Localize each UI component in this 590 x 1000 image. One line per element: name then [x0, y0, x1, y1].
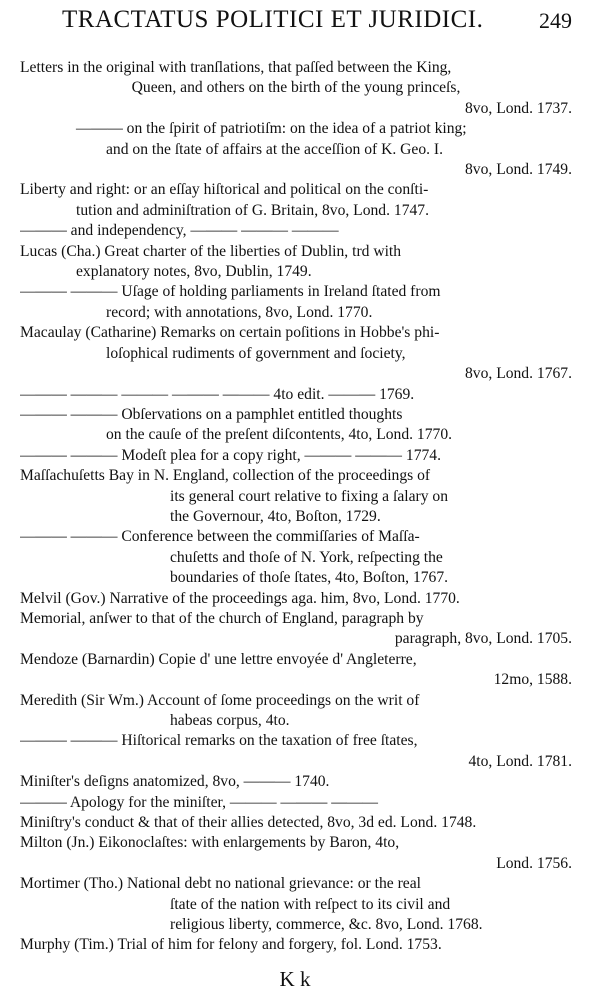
catalogue-line: Maſſachuſetts Bay in N. England, collection of the proceedings of: [20, 467, 431, 485]
catalogue-line: record; with annotations, 8vo, Lond. 1770.: [106, 303, 373, 321]
catalogue-line: Mortimer (Tho.) National debt no national grievance: or the real: [20, 875, 421, 893]
catalogue-line: chuſetts and thoſe of N. York, reſpecting the: [170, 548, 443, 566]
catalogue-line: Letters in the original with tranſlations, that paſſed between the King,: [20, 59, 452, 76]
catalogue-line: Miniſter's deſigns anatomized, 8vo, ——— 1740.: [20, 773, 330, 791]
catalogue-line: 12mo, 1588.: [493, 671, 572, 689]
catalogue-line: Macaulay (Catharine) Remarks on certain poſitions in Hobbe's phi-: [20, 324, 440, 342]
catalogue-line: 8vo, Lond. 1749.: [465, 161, 572, 179]
catalogue-line: tution and adminiſtration of G. Britain, 8vo, Lond. 1747.: [76, 201, 429, 219]
catalogue-line: habeas corpus, 4to.: [170, 712, 290, 729]
catalogue-line: explanatory notes, 8vo, Dublin, 1749.: [76, 263, 312, 281]
catalogue-line: ——— ——— Uſage of holding parliaments in Ireland ſtated from: [20, 283, 441, 301]
catalogue-line: ——— and independency, ——— ——— ———: [20, 222, 339, 240]
catalogue-line: 8vo, Lond. 1767.: [465, 365, 572, 383]
catalogue-line: 8vo, Lond. 1737.: [465, 99, 572, 117]
catalogue-line: Queen, and others on the birth of the young princeſs,: [131, 79, 461, 97]
catalogue-line: Liberty and right: or an eſſay hiſtorical and political on the conſti-: [20, 181, 429, 199]
catalogue-line: Lond. 1756.: [496, 854, 572, 872]
catalogue-line: ſtate of the nation with reſpect to its civil and: [170, 895, 451, 913]
catalogue-line: boundaries of thoſe ſtates, 4to, Boſton, 1767.: [170, 569, 449, 587]
catalogue-line: Milton (Jn.) Eikonoclaſtes: with enlargements by Baron, 4to,: [20, 834, 400, 852]
catalogue-line: ——— ——— ——— ——— ——— 4to edit. ——— 1769.: [20, 385, 415, 403]
catalogue-line: Lucas (Cha.) Great charter of the liberties of Dublin, trd with: [20, 242, 402, 260]
catalogue-line: ——— ——— Hiſtorical remarks on the taxation of free ſtates,: [20, 732, 418, 750]
catalogue-line: Melvil (Gov.) Narrative of the proceedings aga. him, 8vo, Lond. 1770.: [20, 589, 460, 607]
catalogue-line: ——— on the ſpirit of patriotiſm: on the idea of a patriot king;: [76, 120, 467, 138]
catalogue-entries: [20, 58, 572, 956]
catalogue-line: ——— ——— Modeſt plea for a copy right, ——— ——— 1774.: [20, 446, 441, 464]
catalogue-line: ——— Apology for the miniſter, ——— ——— ———: [20, 793, 379, 811]
running-header: [0, 6, 590, 40]
catalogue-line: loſophical rudiments of government and ſociety,: [106, 344, 406, 362]
catalogue-line: religious liberty, commerce, &c. 8vo, Lond. 1768.: [170, 916, 483, 934]
running-title: TRACTATUS POLITICI ET JURIDICI.: [62, 6, 484, 33]
signature-mark: K k: [279, 967, 311, 991]
catalogue-line: Mendoze (Barnardin) Copie d' une lettre envoyée d' Angleterre,: [20, 650, 417, 668]
catalogue-line: ——— ——— Obſervations on a pamphlet entitled thoughts: [20, 405, 403, 423]
catalogue-line: and on the ſtate of affairs at the acceſſion of K. Geo. I.: [106, 140, 444, 158]
catalogue-line: its general court relative to fixing a ſalary on: [170, 487, 448, 505]
catalogue-line: Miniſtry's conduct & that of their allies detected, 8vo, 3d ed. Lond. 1748.: [20, 814, 477, 832]
catalogue-line: Meredith (Sir Wm.) Account of ſome proceedings on the writ of: [20, 691, 420, 709]
catalogue-line: ——— ——— Conference between the commiſſaries of Maſſa-: [20, 528, 420, 546]
catalogue-line: Murphy (Tim.) Trial of him for felony and forgery, fol. Lond. 1753.: [20, 936, 442, 954]
catalogue-line: 4to, Lond. 1781.: [468, 752, 572, 770]
catalogue-line: paragraph, 8vo, Lond. 1705.: [394, 630, 572, 648]
catalogue-line: on the cauſe of the preſent diſcontents, 4to, Lond. 1770.: [106, 426, 453, 444]
page-number: 249: [539, 8, 572, 33]
catalogue-line: Memorial, anſwer to that of the church of England, paragraph by: [20, 609, 424, 627]
catalogue-line: the Governour, 4to, Boſton, 1729.: [170, 507, 381, 525]
